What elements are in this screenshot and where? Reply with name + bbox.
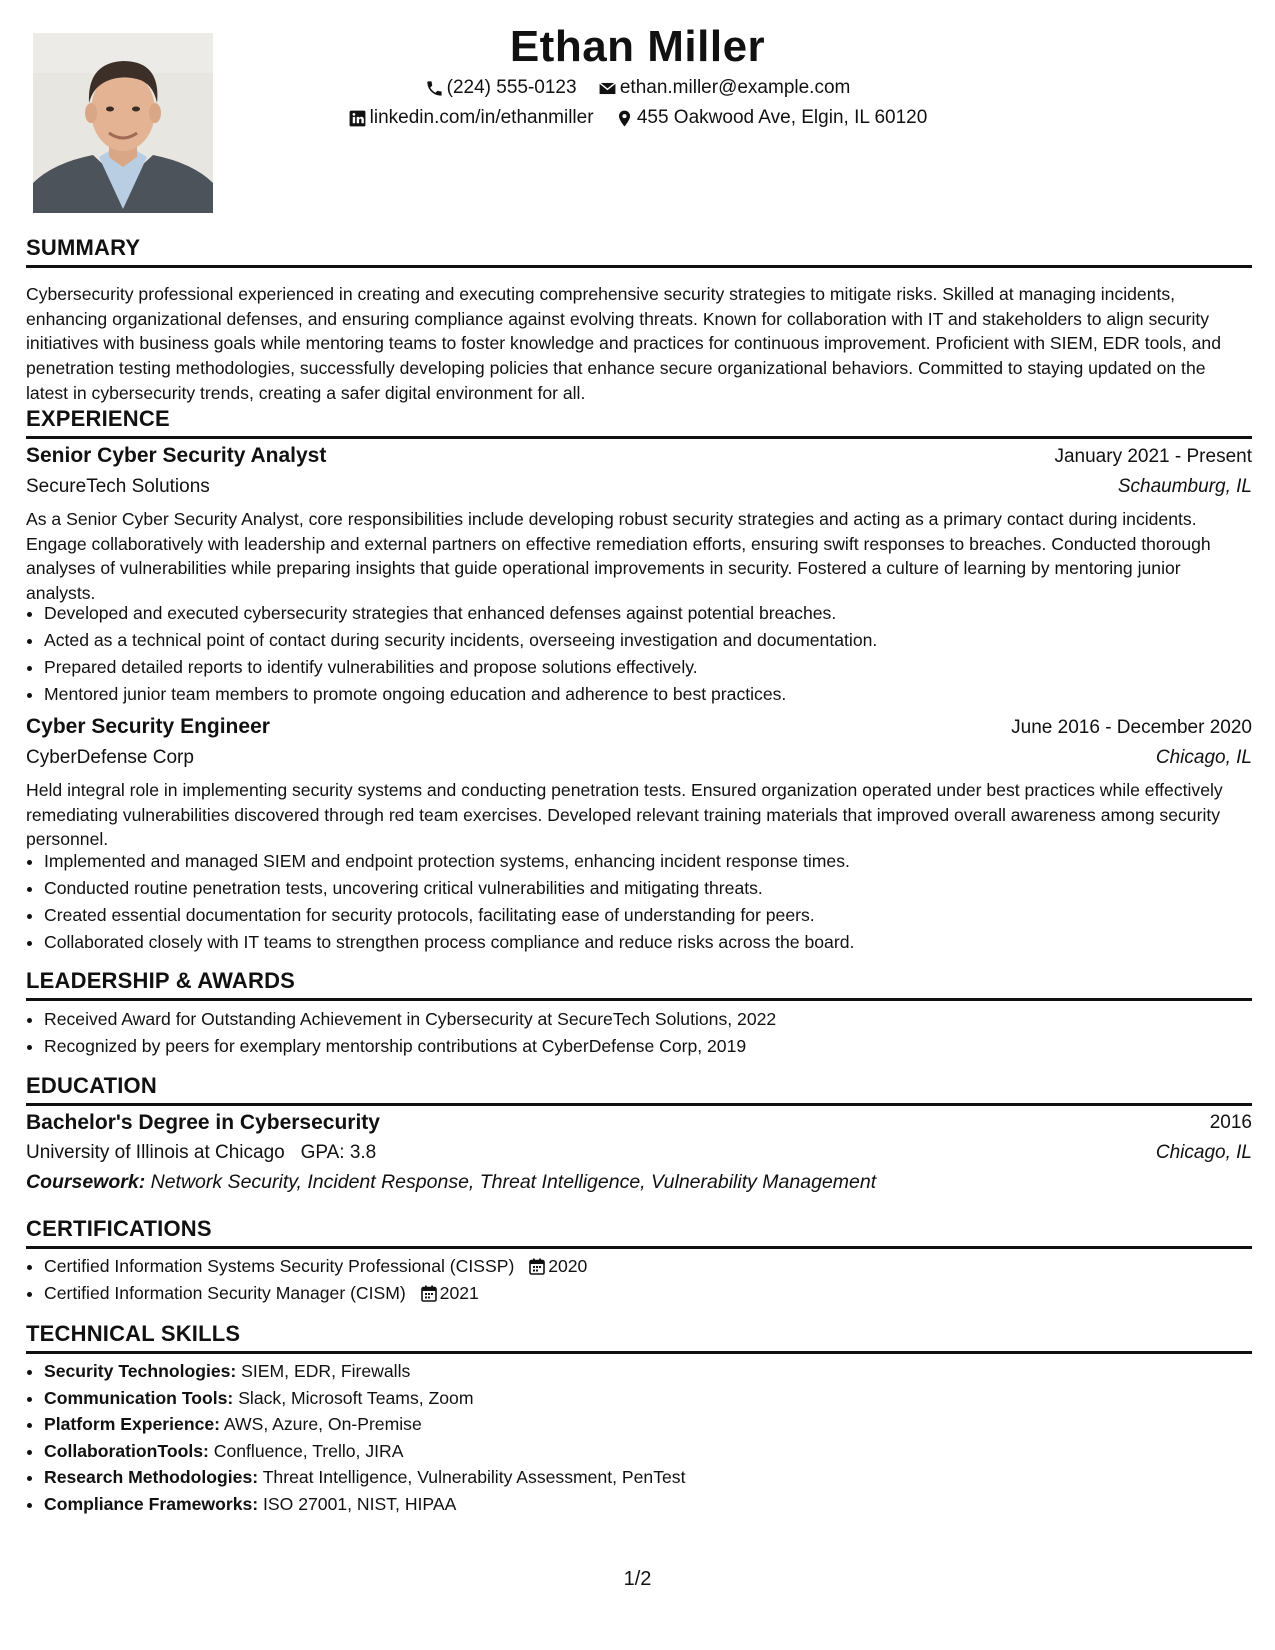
- skill-value: Slack, Microsoft Teams, Zoom: [238, 1387, 474, 1408]
- email-contact[interactable]: [598, 77, 851, 99]
- phone-text: (224) 555-0123: [446, 77, 577, 98]
- coursework-label: Coursework:: [26, 1171, 146, 1193]
- skills-list: [26, 1358, 1252, 1517]
- address-text: 455 Oakwood Ave, Elgin, IL 60120: [636, 107, 928, 128]
- list-item: [44, 1358, 1252, 1385]
- job-description: As a Senior Cyber Security Analyst, core responsibilities include developing robust security strategies and acting as a primary contact during incidents. Engage collaboratively with leadership and external partners on effective remediation efforts, ensuring swift responses to breaches. Conducted thorough analyses of vulnerabilities while preparing insights that guide operational improvements in security. Fostered a culture of learning by mentoring junior analysts.: [26, 509, 1211, 604]
- address-contact: [615, 107, 928, 129]
- skill-value: ISO 27001, NIST, HIPAA: [263, 1493, 457, 1514]
- list-item: • Recognized by peers for exemplary mentorship contributions at CyberDefense Corp, 2019: [44, 1033, 1252, 1060]
- job-location: Chicago, IL: [1155, 747, 1252, 768]
- list-item: [44, 1253, 1252, 1280]
- list-item: • Developed and executed cybersecurity strategies that enhanced defenses against potential breaches.: [44, 600, 1252, 627]
- experience-heading: EXPERIENCE: [26, 406, 1252, 439]
- linkedin-text: linkedin.com/in/ethanmiller: [369, 107, 594, 128]
- certifications-list: [26, 1253, 1252, 1307]
- summary-heading: SUMMARY: [26, 235, 1252, 268]
- job-bullets: [26, 848, 1252, 956]
- list-item: [44, 1411, 1252, 1438]
- list-item: • Implemented and managed SIEM and endpoint protection systems, enhancing incident response times.: [44, 848, 1252, 875]
- skills-heading: TECHNICAL SKILLS: [26, 1321, 1252, 1354]
- contact-row-2: [0, 107, 1275, 134]
- summary-text: Cybersecurity professional experienced in creating and executing comprehensive security strategies to mitigate risks. Skilled at managing incidents, enhancing organizational defenses, and ensuring compliance against evolving threats. Known for collaboration with IT and stakeholders to align security initiatives with business goals while mentoring teams to foster knowledge and practices for continuous improvement. Proficient with SIEM, EDR tools, and penetration testing methodologies, successfully developing policies that enhance secure organizational behaviors. Committed to staying updated on the latest in cybersecurity trends, creating a safer digital environment for all.: [26, 284, 1221, 403]
- list-item: • Conducted routine penetration tests, uncovering critical vulnerabilities and mitigating threats.: [44, 875, 1252, 902]
- graduation-year: 2016: [1209, 1112, 1252, 1133]
- skill-label: CollaborationTools:: [44, 1440, 209, 1461]
- linkedin-contact[interactable]: [348, 107, 594, 129]
- job-description: Held integral role in implementing security systems and conducting penetration tests. Ensured organization operated under best practices while effectively remediating vulnerabilities discovered through red team exercises. Developed relevant training materials that improved overall awareness among security personnel.: [26, 780, 1223, 850]
- phone-contact[interactable]: [425, 77, 577, 99]
- skill-label: Security Technologies:: [44, 1361, 237, 1381]
- list-item: • Collaborated closely with IT teams to strengthen process compliance and reduce risks across the board.: [44, 929, 1252, 956]
- education-heading: EDUCATION: [26, 1073, 1252, 1106]
- list-item: • Prepared detailed reports to identify vulnerabilities and propose solutions effectively.: [44, 654, 1252, 681]
- list-item: [44, 1491, 1252, 1518]
- list-item: • Received Award for Outstanding Achievement in Cybersecurity at SecureTech Solutions, 2022: [44, 1006, 1252, 1033]
- skill-label: Platform Experience:: [44, 1414, 220, 1434]
- job-title: Cyber Security Engineer: [26, 715, 270, 738]
- certification-name: Certified Information Security Manager (CISM): [44, 1283, 406, 1303]
- job-title: Senior Cyber Security Analyst: [26, 444, 327, 467]
- phone-icon: [425, 79, 444, 98]
- list-item: [44, 1385, 1252, 1412]
- company-name: SecureTech Solutions: [26, 476, 210, 497]
- job-dates: June 2016 - December 2020: [1011, 717, 1252, 738]
- envelope-icon: [598, 79, 617, 98]
- coursework-list: Network Security, Incident Response, Threat Intelligence, Vulnerability Management: [150, 1171, 877, 1193]
- company-name: CyberDefense Corp: [26, 747, 194, 768]
- coursework-line: [26, 1171, 876, 1194]
- map-marker-icon: [615, 109, 634, 128]
- certifications-heading: CERTIFICATIONS: [26, 1216, 1252, 1249]
- skill-value: SIEM, EDR, Firewalls: [241, 1361, 411, 1381]
- email-text: ethan.miller@example.com: [619, 77, 851, 98]
- school-location: Chicago, IL: [1155, 1142, 1252, 1163]
- calendar-icon: [529, 1258, 545, 1275]
- leadership-heading: LEADERSHIP & AWARDS: [26, 968, 1252, 1001]
- list-item: • Created essential documentation for security protocols, facilitating ease of understanding for peers.: [44, 902, 1252, 929]
- job-location: Schaumburg, IL: [1117, 476, 1252, 497]
- skill-label: Communication Tools:: [44, 1387, 234, 1408]
- skill-value: Threat Intelligence, Vulnerability Assessment, PenTest: [262, 1467, 686, 1487]
- certification-name: Certified Information Systems Security Professional (CISSP): [44, 1256, 515, 1276]
- linkedin-icon: [348, 109, 367, 128]
- list-item: [44, 1438, 1252, 1465]
- page-number: 1/2: [623, 1568, 652, 1590]
- degree-name: Bachelor's Degree in Cybersecurity: [26, 1111, 380, 1134]
- awards-list: [26, 1006, 1252, 1060]
- calendar-icon: [421, 1285, 437, 1302]
- list-item: [44, 1464, 1252, 1491]
- skill-label: Research Methodologies:: [44, 1467, 259, 1487]
- skill-label: Compliance Frameworks:: [44, 1493, 259, 1514]
- gpa: GPA: 3.8: [300, 1142, 377, 1163]
- certification-year: 2020: [548, 1256, 588, 1276]
- candidate-name: Ethan Miller: [509, 22, 766, 71]
- list-item: [44, 1280, 1252, 1307]
- skill-value: Confluence, Trello, JIRA: [213, 1440, 404, 1461]
- job-bullets: [26, 600, 1252, 708]
- list-item: • Mentored junior team members to promote ongoing education and adherence to best practices.: [44, 681, 1252, 708]
- list-item: • Acted as a technical point of contact during security incidents, overseeing investigation and documentation.: [44, 627, 1252, 654]
- job-dates: January 2021 - Present: [1054, 446, 1252, 467]
- skill-value: AWS, Azure, On-Premise: [223, 1414, 422, 1434]
- contact-row-1: [0, 77, 1275, 104]
- certification-year: 2021: [439, 1283, 479, 1303]
- school-line: [26, 1142, 376, 1164]
- school-name: University of Illinois at Chicago: [26, 1142, 285, 1163]
